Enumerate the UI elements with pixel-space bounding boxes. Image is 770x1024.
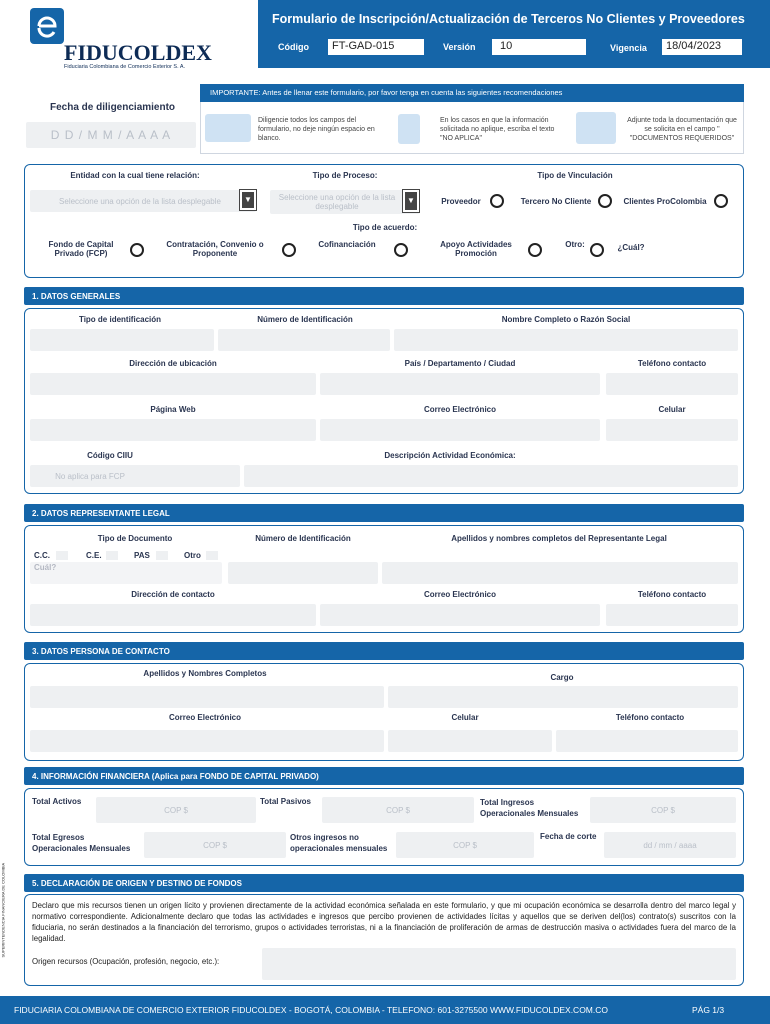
cell-input[interactable] xyxy=(606,419,738,441)
header-bar xyxy=(258,0,770,68)
contact-email-label: Correo Electrónico xyxy=(168,713,241,722)
code-label: Código xyxy=(278,42,309,52)
radio-apoyo[interactable] xyxy=(528,243,542,257)
fcp-note: No aplica para FCP xyxy=(55,472,125,481)
email-input[interactable] xyxy=(320,419,600,441)
relation-box xyxy=(24,164,744,278)
notice-tip1: Diligencie todos los campos del formulario, no deje ningún espacio en blanco. xyxy=(258,117,375,142)
section1-header: 1. DATOS GENERALES xyxy=(24,287,744,305)
pas-label: PAS xyxy=(134,551,150,560)
otro-label: Otro xyxy=(184,551,201,560)
contact-email-input[interactable] xyxy=(30,730,384,752)
address-input[interactable] xyxy=(30,373,316,395)
doc-num-label: Número de Identificación xyxy=(255,534,351,543)
radio-tercero[interactable] xyxy=(598,194,612,208)
radio-proveedor[interactable] xyxy=(490,194,504,208)
cut-label: Fecha de corte xyxy=(540,832,597,841)
notice-title: IMPORTANTE: Antes de llenar este formulario, por favor tenga en cuenta las siguientes recomendaciones xyxy=(200,84,744,102)
calculator-icon xyxy=(398,114,420,144)
income-label: Total Ingresos Operacionales Mensuales xyxy=(480,798,579,818)
name-input[interactable] xyxy=(394,329,738,351)
keyboard-icon xyxy=(205,114,251,142)
liab-label: Total Pasivos xyxy=(260,797,311,806)
role-label: Cargo xyxy=(550,673,574,682)
which-label: ¿Cuál? xyxy=(617,243,645,252)
exp-cop: COP $ xyxy=(203,841,227,850)
entity-placeholder: Seleccione una opción de la lista desplegable xyxy=(59,197,221,206)
validity-label: Vigencia xyxy=(610,43,647,53)
entity-label: Entidad con la cual tiene relación: xyxy=(70,171,200,180)
link-opt-2: Tercero No Cliente xyxy=(520,197,592,206)
rep-phone-input[interactable] xyxy=(606,604,738,626)
notice-tip3: Adjunte toda la documentación que se solicita en el campo " "DOCUMENTOS REQUERIDOS" xyxy=(627,117,737,142)
cell-label: Celular xyxy=(658,405,686,414)
doc-num-input[interactable] xyxy=(228,562,378,584)
section2-header: 2. DATOS REPRESENTANTE LEGAL xyxy=(24,504,744,522)
version-label: Versión xyxy=(443,42,476,52)
side-superfinanciera: SUPERINTENDENCIA FINANCIERA DE COLOMBIA xyxy=(0,862,6,958)
section4-header: 4. INFORMACIÓN FINANCIERA (Aplica para FONDO DE CAPITAL PRIVADO) xyxy=(24,767,744,785)
address-label: Dirección de ubicación xyxy=(129,359,217,368)
link-opt-1: Proveedor xyxy=(441,197,481,206)
country-input[interactable] xyxy=(320,373,600,395)
date-placeholder: D D / M M / A A A A xyxy=(50,128,172,142)
agree-opt-4: Apoyo Actividades Promoción xyxy=(440,240,512,258)
link-label: Tipo de Vinculación xyxy=(537,171,613,180)
phone-input[interactable] xyxy=(606,373,738,395)
origin-input[interactable] xyxy=(262,948,736,980)
cc-checkbox[interactable] xyxy=(56,551,68,560)
exp-label: Total Egresos Operacionales Mensuales xyxy=(32,833,131,853)
contact-cell-input[interactable] xyxy=(388,730,552,752)
chevron-down-icon[interactable]: ▼ xyxy=(403,190,419,212)
contact-names-input[interactable] xyxy=(30,686,384,708)
activity-label: Descripción Actividad Económica: xyxy=(384,451,516,460)
logo-name: FIDUCOLDEX xyxy=(64,40,212,65)
agreement-label: Tipo de acuerdo: xyxy=(352,223,418,232)
rep-address-input[interactable] xyxy=(30,604,316,626)
rep-address-label: Dirección de contacto xyxy=(131,590,215,599)
ce-label: C.E. xyxy=(86,551,102,560)
doc-type-label: Tipo de Documento xyxy=(97,534,173,543)
section3-header: 3. DATOS PERSONA DE CONTACTO xyxy=(24,642,744,660)
section5-header: 5. DECLARACIÓN DE ORIGEN Y DESTINO DE FONDOS xyxy=(24,874,744,892)
web-label: Página Web xyxy=(150,405,196,414)
radio-procolombia[interactable] xyxy=(714,194,728,208)
other-cop: COP $ xyxy=(453,841,477,850)
code-value: FT-GAD-015 xyxy=(328,39,424,55)
agree-opt-1: Fondo de Capital Privado (FCP) xyxy=(48,240,114,258)
agree-opt-5: Otro: xyxy=(565,240,585,249)
ciiu-label: Código CIIU xyxy=(87,451,133,460)
cut-placeholder: dd / mm / aaaa xyxy=(643,841,697,850)
id-num-input[interactable] xyxy=(218,329,390,351)
cc-label: C.C. xyxy=(34,551,50,560)
name-label: Nombre Completo o Razón Social xyxy=(501,315,631,324)
notice-tip2: En los casos en que la información solicitada no aplique, escriba el texto "NO APLICA" xyxy=(440,117,555,142)
assets-label: Total Activos xyxy=(32,797,82,806)
agree-opt-2: Contratación, Convenio o Proponente xyxy=(166,240,264,258)
validity-value: 18/04/2023 xyxy=(662,39,742,55)
agree-opt-3: Cofinanciación xyxy=(318,240,376,249)
email-label: Correo Electrónico xyxy=(423,405,496,414)
date-label: Fecha de diligenciamiento xyxy=(50,102,176,113)
cual-input[interactable] xyxy=(30,562,222,584)
web-input[interactable] xyxy=(30,419,316,441)
link-opt-3: Clientes ProColombia xyxy=(623,197,707,206)
process-label: Tipo de Proceso: xyxy=(312,171,378,180)
radio-fcp[interactable] xyxy=(130,243,144,257)
radio-cofinanciacion[interactable] xyxy=(394,243,408,257)
contact-phone-label: Teléfono contacto xyxy=(615,713,685,722)
phone-label: Teléfono contacto xyxy=(637,359,707,368)
contact-names-label: Apellidos y Nombres Completos xyxy=(143,669,267,678)
other-label: Otros ingresos no operacionales mensuales xyxy=(290,833,388,853)
liab-cop: COP $ xyxy=(386,806,410,815)
logo-mark-icon xyxy=(30,8,64,44)
rep-names-input[interactable] xyxy=(382,562,738,584)
assets-cop: COP $ xyxy=(164,806,188,815)
country-label: País / Departamento / Ciudad xyxy=(404,359,516,368)
rep-names-label: Apellidos y nombres completos del Representante Legal xyxy=(451,534,667,543)
id-type-input[interactable] xyxy=(30,329,214,351)
version-value: 10 xyxy=(492,39,586,55)
id-num-label: Número de Identificación xyxy=(257,315,353,324)
contact-phone-input[interactable] xyxy=(556,730,738,752)
radio-otro[interactable] xyxy=(590,243,604,257)
declaration-text: Declaro que mis recursos tienen un origen lícito y provienen directamente de la actividad económica señalada en este formulario, y que mi ocupación económica se desarrolla dentro del marco legal y normativo correspondiente. Adicionalmente declaro que todas las actividades e ingresos que percibo provienen de actividades lícitas y aquellos que se deriven del(los) contrato(s) suscritos con la fiduciaria, no serán destinados a la financiación del terrorismo, grupos o actividades terroristas, ni a la financiación de proliferación de armas de destrucción masiva o actividades fuera del marco de la legalidad. xyxy=(32,901,736,943)
radio-contratacion[interactable] xyxy=(282,243,296,257)
id-type-label: Tipo de identificación xyxy=(78,315,162,324)
role-input[interactable] xyxy=(388,686,738,708)
footer-page: PÁG 1/3 xyxy=(692,1005,725,1015)
rep-phone-label: Teléfono contacto xyxy=(637,590,707,599)
process-placeholder: Seleccione una opción de la lista desplegable xyxy=(278,193,396,211)
pas-checkbox[interactable] xyxy=(156,551,168,560)
rep-email-input[interactable] xyxy=(320,604,600,626)
activity-input[interactable] xyxy=(244,465,738,487)
contact-cell-label: Celular xyxy=(451,713,479,722)
mail-icon xyxy=(576,112,616,144)
logo-sub: Fiduciaria Colombiana de Comercio Exterior S. A. xyxy=(64,64,186,70)
rep-email-label: Correo Electrónico xyxy=(423,590,496,599)
otro-checkbox[interactable] xyxy=(206,551,218,560)
chevron-down-icon[interactable]: ▼ xyxy=(240,190,256,210)
form-title: Formulario de Inscripción/Actualización de Terceros No Clientes y Proveedores xyxy=(272,12,745,26)
ce-checkbox[interactable] xyxy=(106,551,118,560)
origin-label: Origen recursos (Ocupación, profesión, negocio, etc.): xyxy=(32,957,220,966)
footer-text: FIDUCIARIA COLOMBIANA DE COMERCIO EXTERIOR FIDUCOLDEX - BOGOTÁ, COLOMBIA - TELEFONO: 601-3275500 WWW.FIDUCOLDEX.COM.CO xyxy=(14,1005,609,1015)
income-cop: COP $ xyxy=(651,806,675,815)
